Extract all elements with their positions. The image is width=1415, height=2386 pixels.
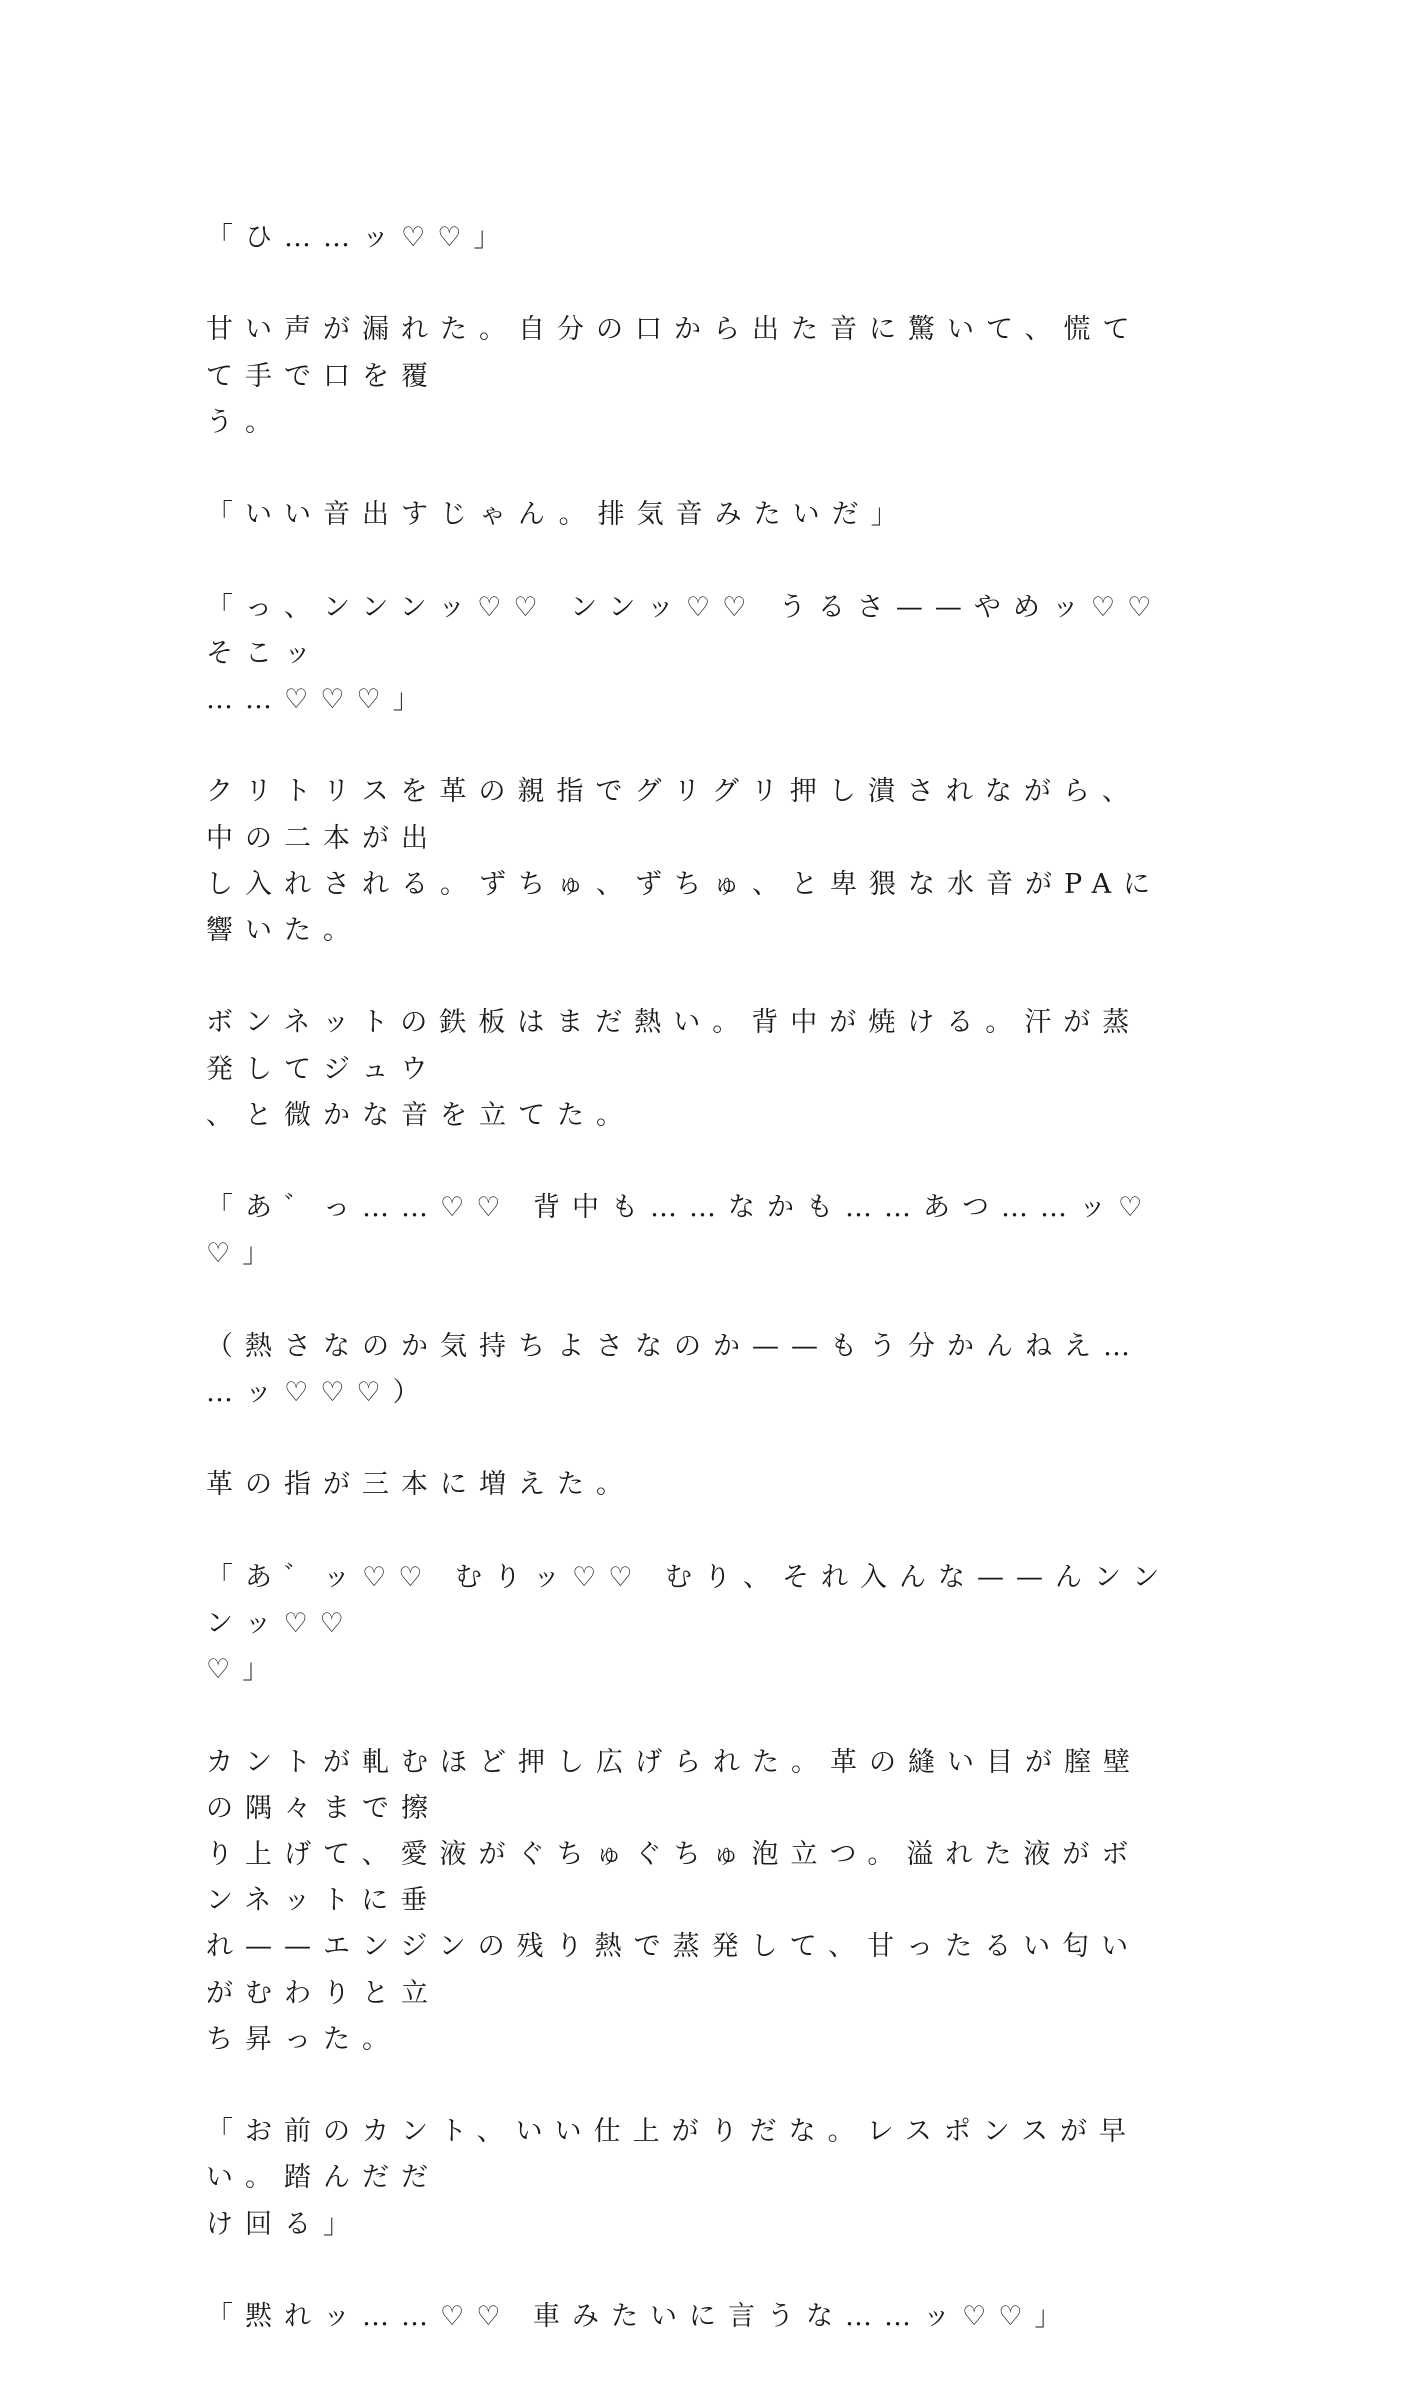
paragraph — [206, 1324, 1176, 1416]
paragraph — [206, 585, 1176, 724]
paragraph — [206, 492, 1176, 538]
text-line: ……♡♡♡」 — [206, 683, 432, 715]
text-line: 「ひ……ッ♡♡」 — [206, 222, 513, 253]
paragraph — [206, 1462, 1176, 1508]
text-line: 甘い声が漏れた。自分の口から出た音に驚いて、慌てて手で口を覆 — [206, 314, 1142, 392]
paragraph — [206, 1555, 1176, 1694]
text-line: 「黙れッ……♡♡ 車みたいに言うな……ッ♡♡」 — [206, 2300, 1074, 2332]
text-line: 「いい音出すじゃん。排気音みたいだ」 — [206, 499, 910, 531]
text-line: （熱さなのか気持ちよさなのか——もう分かんねえ……ッ♡♡♡） — [206, 1330, 1142, 1408]
paragraph — [206, 1000, 1176, 1139]
paragraph — [206, 769, 1176, 954]
text-line: ボンネットの鉄板はまだ熱い。背中が焼ける。汗が蒸発してジュウ — [206, 1007, 1142, 1085]
text-line: け回る」 — [206, 2208, 362, 2240]
text-line: し入れされる。ずちゅ、ずちゅ、と卑猥な水音がPAに響いた。 — [206, 868, 1163, 946]
text-line: 「あ゛っ……♡♡ 背中も……なかも……あつ……ッ♡♡」 — [206, 1192, 1155, 1270]
document-page — [206, 215, 1176, 2386]
paragraph — [206, 1740, 1176, 2063]
text-line: 「お前のカント、いい仕上がりだな。レスポンスが早い。踏んだだ — [206, 2116, 1138, 2194]
text-line: う。 — [206, 406, 284, 438]
paragraph — [206, 215, 1176, 261]
paragraph — [206, 307, 1176, 446]
text-line: 、と微かな音を立てた。 — [206, 1099, 635, 1131]
paragraph — [206, 2109, 1176, 2248]
text-line: ♡」 — [206, 1654, 282, 1686]
text-line: 革の指が三本に増えた。 — [206, 1469, 635, 1501]
text-line: クリトリスを革の親指でグリグリ押し潰されながら、中の二本が出 — [206, 776, 1141, 854]
text-line: り上げて、愛液がぐちゅぐちゅ泡立つ。溢れた液がボンネットに垂 — [206, 1838, 1141, 1917]
text-line: ち昇った。 — [206, 2023, 401, 2055]
text-line: 「あ゛ッ♡♡ むりッ♡♡ むり、それ入んな——んンンンッ♡♡ — [206, 1561, 1172, 1639]
paragraph — [206, 1185, 1176, 1277]
text-line: カントが軋むほど押し広げられた。革の縫い目が膣壁の隅々まで擦 — [206, 1746, 1142, 1824]
paragraph — [206, 2294, 1176, 2340]
text-line: れ——エンジンの残り熱で蒸発して、甘ったるい匂いがむわりと立 — [206, 1931, 1141, 2009]
text-line: 「っ、ンンンッ♡♡ ンンッ♡♡ うるさ——やめッ♡♡ そこッ — [206, 591, 1164, 669]
